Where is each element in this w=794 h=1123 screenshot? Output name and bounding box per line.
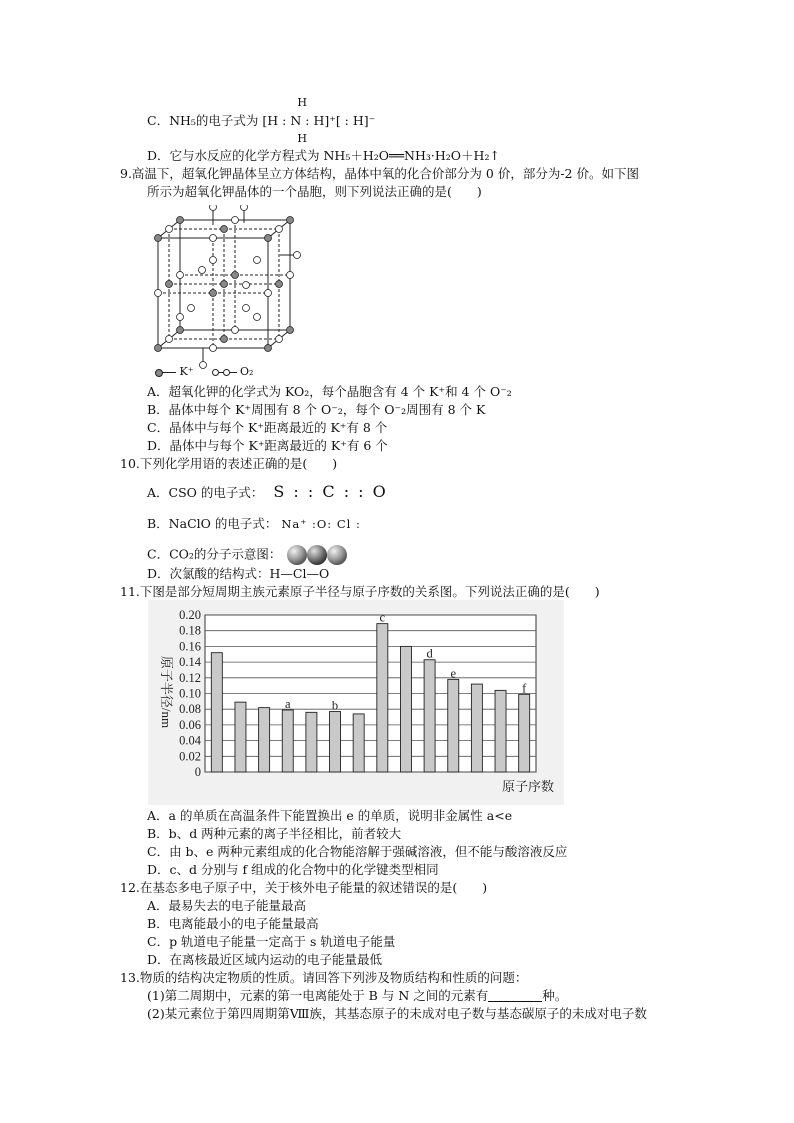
q10-option-a-prefix: A．CSO 的电子式：	[147, 485, 264, 500]
chart-bar	[400, 646, 411, 772]
chart-y-tick-label: 0.18	[179, 623, 201, 638]
chart-bar	[282, 710, 293, 772]
chart-y-tick-label: 0.14	[179, 655, 201, 670]
chart-bar	[448, 679, 459, 772]
chart-ylabel: 原子半径/nm	[159, 655, 174, 729]
q9-option-c: C．晶体中与每个 K⁺距离最近的 K⁺有 8 个	[147, 420, 388, 435]
q11-option-c: C．由 b、e 两种元素组成的化合物能溶解于强碱溶液，但不能与酸溶液反应	[147, 844, 568, 859]
o2-ion-legend-label: O₂	[240, 365, 254, 378]
q12-option-a: A．最易失去的电子能量最高	[147, 898, 307, 913]
chart-bar	[235, 702, 246, 772]
q10-option-d: D．次氯酸的结构式：H—Cl—O	[147, 566, 330, 581]
q13-part2: (2)某元素位于第四周期第Ⅷ族，其基态原子的未成对电子数与基态碳原子的未成对电子数	[147, 1006, 647, 1021]
chart-y-tick-label: 0.04	[179, 733, 201, 748]
q13-part1	[147, 988, 567, 1004]
chart-y-tick-label: 0	[194, 765, 201, 779]
q10-stem: 10.下列化学用语的表述正确的是( )	[120, 456, 338, 471]
naclo-electron-formula: Na⁺ :O: Cl :	[281, 517, 361, 531]
chart-y-tick-label: 0.10	[179, 686, 201, 701]
chart-bar-label: e	[450, 666, 457, 681]
q11-option-a: A．a 的单质在高温条件下能置换出 e 的单质，说明非金属性 a<e	[147, 808, 513, 823]
chart-bar-label: c	[379, 610, 386, 625]
chart-bar-label: d	[426, 646, 433, 661]
atomic-radius-bar-chart	[148, 600, 564, 805]
chart-bar	[330, 712, 341, 772]
q13-stem: 13.物质的结构决定物质的性质。请回答下列涉及物质结构和性质的问题：	[120, 970, 528, 985]
chart-bar	[306, 712, 317, 772]
chart-y-tick-label: 0.02	[179, 749, 201, 764]
chart-bar-label: b	[331, 698, 339, 713]
q11-option-d: D．c、d 分别与 f 组成的化合物中的化学键类型相同	[147, 862, 439, 877]
chart-bar	[353, 714, 364, 772]
k-ion-legend-label: K⁺	[179, 365, 194, 378]
q9-option-d: D．晶体中与每个 K⁺距离最近的 K⁺有 6 个	[147, 438, 388, 453]
nh5-formula-bottom-h: H	[297, 132, 307, 145]
q12-stem: 12.在基态多电子原子中，关于核外电子能量的叙述错误的是( )	[120, 880, 488, 895]
q12-option-b: B．电离能最小的电子能量最高	[147, 916, 319, 931]
q13-part1-answer-blank[interactable]	[488, 989, 542, 1002]
chart-y-tick-label: 0.12	[179, 670, 201, 685]
q10-option-c-prefix: C．CO₂的分子示意图：	[147, 546, 282, 562]
chart-bar	[471, 684, 482, 772]
q8-option-c	[147, 96, 376, 145]
chart-xlabel: 原子序数	[501, 779, 555, 794]
o2-ion-legend-icon	[215, 372, 237, 373]
q10-option-b-prefix: B．NaClO 的电子式：	[147, 516, 278, 531]
chart-bar	[377, 624, 388, 772]
q12-option-c: C．p 轨道电子能量一定高于 s 轨道电子能量	[147, 934, 396, 949]
chart-bar	[424, 660, 435, 772]
q12-option-d: D．在离核最近区域内运动的电子能量最低	[147, 952, 383, 967]
q10-option-a	[147, 484, 388, 501]
cso-electron-formula: S : : C : : O	[273, 482, 388, 501]
ko2-unit-cell-diagram	[150, 205, 310, 380]
q9-option-a: A．超氧化钾的化学式为 KO₂，每个晶胞含有 4 个 K⁺和 4 个 O⁻₂	[147, 384, 512, 399]
q13-part1-text-b: 种。	[542, 988, 568, 1003]
chart-bar	[495, 690, 506, 772]
nh5-formula-main: [H : N : H]⁺[ : H]⁻	[262, 113, 376, 128]
chart-bar-label: a	[284, 696, 291, 711]
chart-y-tick-label: 0.06	[179, 717, 201, 732]
q8-option-d: D．它与水反应的化学方程式为 NH₅＋H₂O══NH₃·H₂O＋H₂↑	[147, 148, 500, 163]
unit-cell-legend	[158, 364, 253, 380]
nh5-formula-top-h: H	[297, 96, 307, 109]
nh5-electron-formula	[262, 96, 376, 145]
chart-bar-label: f	[522, 681, 527, 696]
q13-part1-text-a: (1)第二周期中，元素的第一电离能处于 B 与 N 之间的元素有	[147, 988, 489, 1003]
chart-bar	[211, 653, 222, 772]
k-ion-legend-icon	[158, 372, 176, 373]
chart-bar	[259, 708, 270, 772]
q9-stem-line1: 9.高温下，超氧化钾晶体呈立方体结构，晶体中氧的化合价部分为 0 价，部分为-2 价。如下图	[120, 166, 639, 181]
chart-y-tick-label: 0.20	[179, 608, 201, 622]
co2-molecule-model	[285, 544, 349, 566]
q9-stem-line2: 所示为超氧化钾晶体的一个晶胞，则下列说法正确的是( )	[147, 184, 482, 199]
q10-option-b	[147, 516, 361, 532]
chart-y-tick-label: 0.08	[179, 702, 201, 717]
q10-option-c	[147, 544, 349, 566]
q9-option-b: B．晶体中每个 K⁺周围有 8 个 O⁻₂，每个 O⁻₂周围有 8 个 K	[147, 402, 486, 417]
chart-y-tick-label: 0.16	[179, 639, 201, 654]
q11-stem: 11.下图是部分短周期主族元素原子半径与原子序数的关系图。下列说法正确的是( )	[120, 584, 600, 599]
chart-bar	[519, 694, 530, 772]
q11-option-b: B．b、d 两种元素的离子半径相比，前者较大	[147, 826, 402, 841]
q8-option-c-prefix: C．NH₅的电子式为	[147, 113, 259, 128]
